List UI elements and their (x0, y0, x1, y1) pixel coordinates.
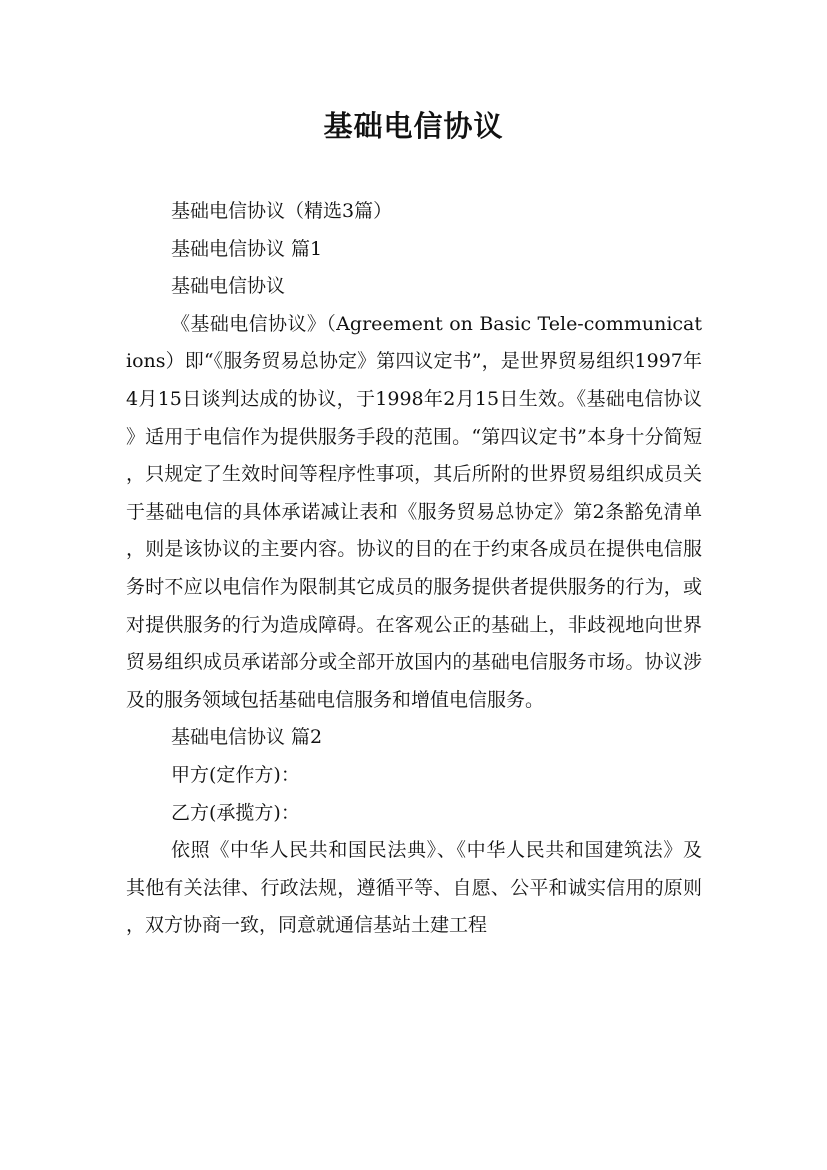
document-body (126, 193, 702, 945)
party-b-line: 乙方(承揽方)： (171, 801, 300, 824)
section1-heading: 基础电信协议 篇1 (171, 237, 323, 260)
section1-subheading: 基础电信协议 (171, 275, 286, 298)
document-title: 基础电信协议 (323, 109, 504, 143)
section1-paragraph: 《基础电信协议》（Agreement on Basic Tele-communications）即“《服务贸易总协定》第四议定书”，是世界贸易组织1997年4月15日谈判达成的协议，于1998年2月15日生效。《基础电信协议》适用于电信作为提供服务手段的范围。“第四议定书”本身十分简短，只规定了生效时间等程序性事项，其后所附的世界贸易组织成员关于基础电信的具体承诺减让表和《服务贸易总协定》第2条豁免清单，则是该协议的主要内容。协议的目的在于约束各成员在提供电信服务时不应以电信作为限制其它成员的服务提供者提供服务的行为，或对提供服务的行为造成障碍。在客观公正的基础上，非歧视地向世界贸易组织成员承诺部分或全部开放国内的基础电信服务市场。协议涉及的服务领域包括基础电信服务和增值电信服务。 (126, 312, 702, 711)
main-heading: 基础电信协议（精选3篇） (171, 200, 393, 222)
section2-paragraph: 依照《中华人民共和国民法典》、《中华人民共和国建筑法》及其他有关法律、行政法规，遵循平等、自愿、公平和诚实信用的原则，双方协商一致，同意就通信基站土建工程 (126, 839, 702, 937)
party-a-line: 甲方(定作方)： (171, 763, 300, 786)
section2-heading: 基础电信协议 篇2 (171, 726, 323, 749)
